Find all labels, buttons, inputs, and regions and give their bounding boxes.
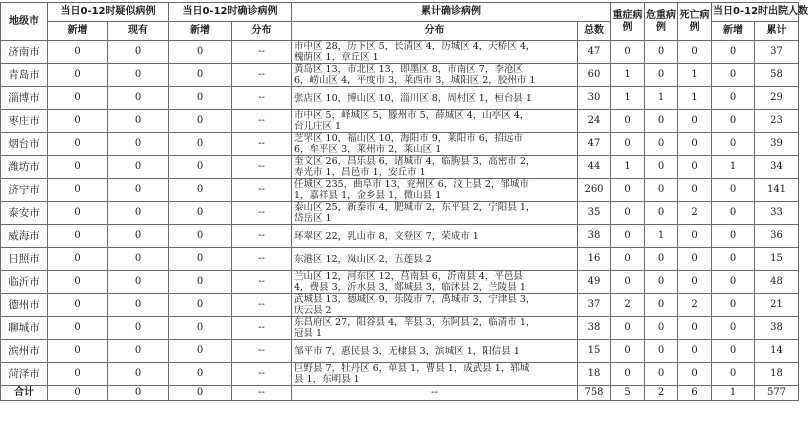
cumulative-total-cell: 49	[578, 271, 611, 294]
cumulative-distribution-cell	[292, 363, 578, 386]
header-suspected-current: 现有	[108, 22, 169, 41]
table-row	[1, 225, 799, 248]
discharged-new-cell: 0	[712, 294, 755, 317]
table-row	[1, 156, 799, 179]
suspected-new-cell: 0	[48, 110, 108, 133]
distribution-line: 市中区 5，峄城区 5，滕州市 5，薛城区 4，山亭区 4，	[294, 110, 530, 121]
cumulative-total-cell: 44	[578, 156, 611, 179]
critical-cell: 1	[645, 87, 678, 110]
severe-cell: 0	[611, 179, 645, 202]
distribution-line: 台儿庄区 1	[294, 121, 342, 132]
table-row	[1, 271, 799, 294]
critical-cell: 0	[645, 110, 678, 133]
city-cell: 日照市	[1, 248, 48, 271]
table-row	[1, 294, 799, 317]
discharged-total-cell: 141	[755, 179, 799, 202]
table-row	[1, 317, 799, 340]
distribution-line: 张店区 10，博山区 10，淄川区 8，周村区 1，桓台县 1	[294, 92, 532, 104]
suspected-current-cell: 0	[108, 271, 169, 294]
suspected-new-cell: 0	[48, 340, 108, 363]
cumulative-distribution-cell	[292, 179, 578, 202]
table-row	[1, 179, 799, 202]
confirmed-new-cell: 0	[169, 87, 232, 110]
discharged-total-cell: 38	[755, 317, 799, 340]
suspected-new-cell: 0	[48, 225, 108, 248]
discharged-new-cell: 0	[712, 248, 755, 271]
suspected-current-cell: 0	[108, 41, 169, 64]
city-cell: 临沂市	[1, 271, 48, 294]
suspected-new-cell: 0	[48, 363, 108, 386]
header-cumulative-total: 总数	[578, 22, 611, 41]
city-cell: 济南市	[1, 41, 48, 64]
confirmed-new-cell: 0	[169, 225, 232, 248]
discharged-new-cell: 1	[712, 156, 755, 179]
severe-cell: 0	[611, 110, 645, 133]
suspected-current-cell: 0	[108, 110, 169, 133]
suspected-current-cell: 0	[108, 87, 169, 110]
cumulative-distribution-cell	[292, 248, 578, 271]
confirmed-new-cell: 0	[169, 317, 232, 340]
cumulative-distribution-cell	[292, 133, 578, 156]
distribution-line: 巨野县 7，牡丹区 6，单县 1，曹县 1，成武县 1，郓城	[294, 363, 530, 374]
totals-discharged-new: 1	[712, 386, 755, 401]
discharged-new-cell: 0	[712, 41, 755, 64]
suspected-new-cell: 0	[48, 64, 108, 87]
header-severe: 重症病例	[611, 3, 645, 41]
suspected-new-cell: 0	[48, 271, 108, 294]
deaths-cell: 0	[678, 133, 712, 156]
suspected-new-cell: 0	[48, 317, 108, 340]
critical-cell: 0	[645, 294, 678, 317]
distribution-line: 邹平市 7，惠民县 3，无棣县 3，滨城区 1，阳信县 1	[294, 345, 520, 357]
severe-cell: 1	[611, 156, 645, 179]
header-confirmed-today: 当日0-12时确诊病例	[169, 3, 292, 22]
critical-cell: 0	[645, 248, 678, 271]
severe-cell: 2	[611, 294, 645, 317]
totals-discharged-total: 577	[755, 386, 799, 401]
distribution-line: 兰山区 12，河东区 12，莒南县 6，沂南县 4，平邑县	[294, 271, 523, 282]
distribution-line: 庆云县 2	[294, 305, 332, 316]
confirmed-new-cell: 0	[169, 110, 232, 133]
deaths-cell: 1	[678, 64, 712, 87]
city-cell: 烟台市	[1, 133, 48, 156]
deaths-cell: 0	[678, 317, 712, 340]
table-row	[1, 363, 799, 386]
deaths-cell: 2	[678, 202, 712, 225]
table-row	[1, 248, 799, 271]
discharged-new-cell: 0	[712, 64, 755, 87]
confirmed-distribution-cell: --	[232, 271, 292, 294]
severe-cell: 0	[611, 271, 645, 294]
city-cell: 潍坊市	[1, 156, 48, 179]
deaths-cell: 0	[678, 271, 712, 294]
table-row	[1, 133, 799, 156]
distribution-line: 芝罘区 10，福山区 10，海阳市 9，莱阳市 6，招远市	[294, 133, 523, 144]
totals-cumulative-total: 758	[578, 386, 611, 401]
cumulative-total-cell: 16	[578, 248, 611, 271]
discharged-new-cell: 0	[712, 363, 755, 386]
severe-cell: 0	[611, 248, 645, 271]
discharged-new-cell: 0	[712, 87, 755, 110]
cumulative-total-cell: 260	[578, 179, 611, 202]
deaths-cell: 0	[678, 110, 712, 133]
city-cell: 济宁市	[1, 179, 48, 202]
discharged-total-cell: 14	[755, 340, 799, 363]
cumulative-distribution-cell	[292, 87, 578, 110]
critical-cell: 0	[645, 340, 678, 363]
discharged-new-cell: 0	[712, 340, 755, 363]
table-row	[1, 41, 799, 64]
severe-cell: 1	[611, 64, 645, 87]
discharged-new-cell: 0	[712, 271, 755, 294]
confirmed-distribution-cell: --	[232, 340, 292, 363]
suspected-current-cell: 0	[108, 317, 169, 340]
confirmed-new-cell: 0	[169, 41, 232, 64]
suspected-new-cell: 0	[48, 248, 108, 271]
confirmed-new-cell: 0	[169, 179, 232, 202]
confirmed-distribution-cell: --	[232, 363, 292, 386]
suspected-current-cell: 0	[108, 248, 169, 271]
discharged-total-cell: 37	[755, 41, 799, 64]
header-confirmed-new: 新增	[169, 22, 232, 41]
cumulative-total-cell: 47	[578, 41, 611, 64]
confirmed-distribution-cell: --	[232, 64, 292, 87]
city-cell: 威海市	[1, 225, 48, 248]
discharged-new-cell: 0	[712, 225, 755, 248]
discharged-new-cell: 0	[712, 110, 755, 133]
suspected-new-cell: 0	[48, 133, 108, 156]
suspected-new-cell: 0	[48, 294, 108, 317]
discharged-total-cell: 48	[755, 271, 799, 294]
cumulative-distribution-cell	[292, 110, 578, 133]
suspected-current-cell: 0	[108, 363, 169, 386]
city-cell: 泰安市	[1, 202, 48, 225]
table-body	[1, 41, 799, 401]
confirmed-new-cell: 0	[169, 271, 232, 294]
header-cumulative: 累计确诊病例	[292, 3, 611, 22]
severe-cell: 0	[611, 340, 645, 363]
deaths-cell: 2	[678, 294, 712, 317]
cumulative-distribution-cell	[292, 202, 578, 225]
header-confirmed-distribution: 分布	[232, 22, 292, 41]
distribution-line: 4，费县 3，沂水县 3，郯城县 3，临沭县 2，兰陵县 1	[294, 282, 526, 293]
deaths-cell: 0	[678, 340, 712, 363]
confirmed-new-cell: 0	[169, 64, 232, 87]
confirmed-new-cell: 0	[169, 340, 232, 363]
discharged-total-cell: 58	[755, 64, 799, 87]
distribution-line: 东昌府区 27，阳谷县 4，莘县 3，东阿县 2，临清市 1，	[294, 317, 536, 328]
cumulative-total-cell: 47	[578, 133, 611, 156]
header-deaths: 死亡病例	[678, 3, 712, 41]
table-row	[1, 110, 799, 133]
suspected-new-cell: 0	[48, 202, 108, 225]
critical-cell: 1	[645, 225, 678, 248]
cumulative-total-cell: 30	[578, 87, 611, 110]
table-row	[1, 87, 799, 110]
confirmed-new-cell: 0	[169, 294, 232, 317]
discharged-total-cell: 23	[755, 110, 799, 133]
cumulative-distribution-cell	[292, 225, 578, 248]
severe-cell: 0	[611, 202, 645, 225]
totals-confirmed-new: 0	[169, 386, 232, 401]
discharged-total-cell: 34	[755, 156, 799, 179]
suspected-current-cell: 0	[108, 179, 169, 202]
header-discharged-new: 新增	[712, 22, 755, 41]
distribution-line: 东港区 12，岚山区 2，五莲县 2	[294, 253, 432, 265]
suspected-new-cell: 0	[48, 87, 108, 110]
header-cumulative-distribution: 分布	[292, 22, 578, 41]
critical-cell: 0	[645, 202, 678, 225]
confirmed-distribution-cell: --	[232, 179, 292, 202]
covid-case-table	[0, 2, 808, 401]
severe-cell: 1	[611, 87, 645, 110]
cumulative-total-cell: 38	[578, 317, 611, 340]
cumulative-total-cell: 24	[578, 110, 611, 133]
cumulative-distribution-cell	[292, 294, 578, 317]
discharged-new-cell: 0	[712, 179, 755, 202]
suspected-new-cell: 0	[48, 41, 108, 64]
cumulative-total-cell: 18	[578, 363, 611, 386]
deaths-cell: 0	[678, 179, 712, 202]
city-cell: 聊城市	[1, 317, 48, 340]
discharged-new-cell: 0	[712, 317, 755, 340]
critical-cell: 0	[645, 156, 678, 179]
confirmed-distribution-cell: --	[232, 317, 292, 340]
critical-cell: 0	[645, 64, 678, 87]
critical-cell: 0	[645, 317, 678, 340]
distribution-line: 县 1，东明县 1	[294, 374, 360, 385]
distribution-line: 6，牟平区 3，莱州市 2，莱山区 1	[294, 144, 442, 155]
cumulative-distribution-cell	[292, 317, 578, 340]
header-city: 地级市	[1, 3, 48, 41]
critical-cell: 0	[645, 363, 678, 386]
severe-cell: 0	[611, 133, 645, 156]
critical-cell: 0	[645, 133, 678, 156]
confirmed-distribution-cell: --	[232, 156, 292, 179]
distribution-line: 6，崂山区 4，平度市 3，莱西市 3，城阳区 2，胶州市 1	[294, 75, 536, 86]
severe-cell: 0	[611, 41, 645, 64]
cumulative-distribution-cell	[292, 41, 578, 64]
header-discharged: 当日0-12时出院人数	[712, 3, 799, 22]
confirmed-distribution-cell: --	[232, 294, 292, 317]
suspected-current-cell: 0	[108, 156, 169, 179]
header-suspected-new: 新增	[48, 22, 108, 41]
totals-confirmed-distribution: --	[232, 386, 292, 401]
deaths-cell: 0	[678, 363, 712, 386]
discharged-total-cell: 39	[755, 133, 799, 156]
confirmed-new-cell: 0	[169, 133, 232, 156]
distribution-line: 奎文区 26，昌乐县 6，诸城市 4，临朐县 3，高密市 2，	[294, 156, 536, 167]
distribution-line: 冠县 1	[294, 328, 323, 339]
discharged-total-cell: 36	[755, 225, 799, 248]
suspected-new-cell: 0	[48, 156, 108, 179]
deaths-cell: 0	[678, 248, 712, 271]
deaths-cell: 0	[678, 156, 712, 179]
discharged-total-cell: 29	[755, 87, 799, 110]
header-critical: 危重病例	[645, 3, 678, 41]
confirmed-distribution-cell: --	[232, 87, 292, 110]
discharged-new-cell: 0	[712, 202, 755, 225]
table-row	[1, 340, 799, 363]
cumulative-distribution-cell	[292, 271, 578, 294]
confirmed-new-cell: 0	[169, 156, 232, 179]
discharged-total-cell: 33	[755, 202, 799, 225]
city-cell: 德州市	[1, 294, 48, 317]
suspected-current-cell: 0	[108, 202, 169, 225]
header-suspected: 当日0-12时疑似病例	[48, 3, 169, 22]
confirmed-new-cell: 0	[169, 248, 232, 271]
cumulative-distribution-cell	[292, 156, 578, 179]
distribution-line: 黄岛区 13，市北区 13，即墨区 8，市南区 7，李沧区	[294, 64, 523, 75]
totals-row	[1, 386, 799, 401]
totals-suspected-current: 0	[108, 386, 169, 401]
distribution-line: 岱岳区 1	[294, 213, 332, 224]
confirmed-new-cell: 0	[169, 363, 232, 386]
distribution-line: 泰山区 25，新泰市 4，肥城市 2，东平县 2，宁阳县 1，	[294, 202, 536, 213]
city-cell: 滨州市	[1, 340, 48, 363]
discharged-total-cell: 18	[755, 363, 799, 386]
city-cell: 淄博市	[1, 87, 48, 110]
distribution-line: 环翠区 22，乳山市 8，文登区 7，荣成市 1	[294, 230, 479, 242]
cumulative-total-cell: 38	[578, 225, 611, 248]
totals-label: 合计	[1, 386, 48, 401]
confirmed-new-cell: 0	[169, 202, 232, 225]
totals-suspected-new: 0	[48, 386, 108, 401]
cumulative-total-cell: 37	[578, 294, 611, 317]
severe-cell: 0	[611, 363, 645, 386]
confirmed-distribution-cell: --	[232, 248, 292, 271]
distribution-line: 1，嘉祥县 1，金乡县 1，微山县 1	[294, 190, 442, 201]
totals-deaths: 6	[678, 386, 712, 401]
cumulative-total-cell: 60	[578, 64, 611, 87]
deaths-cell: 1	[678, 87, 712, 110]
suspected-current-cell: 0	[108, 225, 169, 248]
cumulative-distribution-cell	[292, 64, 578, 87]
header-discharged-total: 累计	[755, 22, 799, 41]
confirmed-distribution-cell: --	[232, 225, 292, 248]
confirmed-distribution-cell: --	[232, 110, 292, 133]
totals-severe: 5	[611, 386, 645, 401]
confirmed-distribution-cell: --	[232, 133, 292, 156]
discharged-total-cell: 21	[755, 294, 799, 317]
city-cell: 青岛市	[1, 64, 48, 87]
table-row	[1, 202, 799, 225]
discharged-new-cell: 0	[712, 133, 755, 156]
critical-cell: 0	[645, 41, 678, 64]
suspected-current-cell: 0	[108, 294, 169, 317]
confirmed-distribution-cell: --	[232, 41, 292, 64]
critical-cell: 0	[645, 179, 678, 202]
suspected-current-cell: 0	[108, 340, 169, 363]
table-row	[1, 64, 799, 87]
deaths-cell: 0	[678, 41, 712, 64]
city-cell: 枣庄市	[1, 110, 48, 133]
distribution-line: 寿光市 1，昌邑市 1，安丘市 1	[294, 167, 426, 178]
severe-cell: 0	[611, 317, 645, 340]
distribution-line: 市中区 28，历下区 5，长清区 4，历城区 4，天桥区 4，	[294, 41, 536, 52]
critical-cell: 0	[645, 271, 678, 294]
cumulative-distribution-cell	[292, 340, 578, 363]
confirmed-distribution-cell: --	[232, 202, 292, 225]
distribution-line: 武城县 13，德城区 9，乐陵市 7，禹城市 3，宁津县 3，	[294, 294, 536, 305]
cumulative-total-cell: 15	[578, 340, 611, 363]
city-cell: 菏泽市	[1, 363, 48, 386]
suspected-current-cell: 0	[108, 64, 169, 87]
cumulative-total-cell: 35	[578, 202, 611, 225]
discharged-total-cell: 15	[755, 248, 799, 271]
totals-critical: 2	[645, 386, 678, 401]
severe-cell: 0	[611, 225, 645, 248]
distribution-line: 任城区 235，曲阜市 13，兖州区 6，汶上县 2，邹城市	[294, 179, 529, 190]
suspected-current-cell: 0	[108, 133, 169, 156]
suspected-new-cell: 0	[48, 179, 108, 202]
distribution-line: 槐荫区 1，章丘区 1	[294, 52, 379, 63]
deaths-cell: 0	[678, 225, 712, 248]
totals-cumulative-distribution: --	[292, 386, 578, 401]
